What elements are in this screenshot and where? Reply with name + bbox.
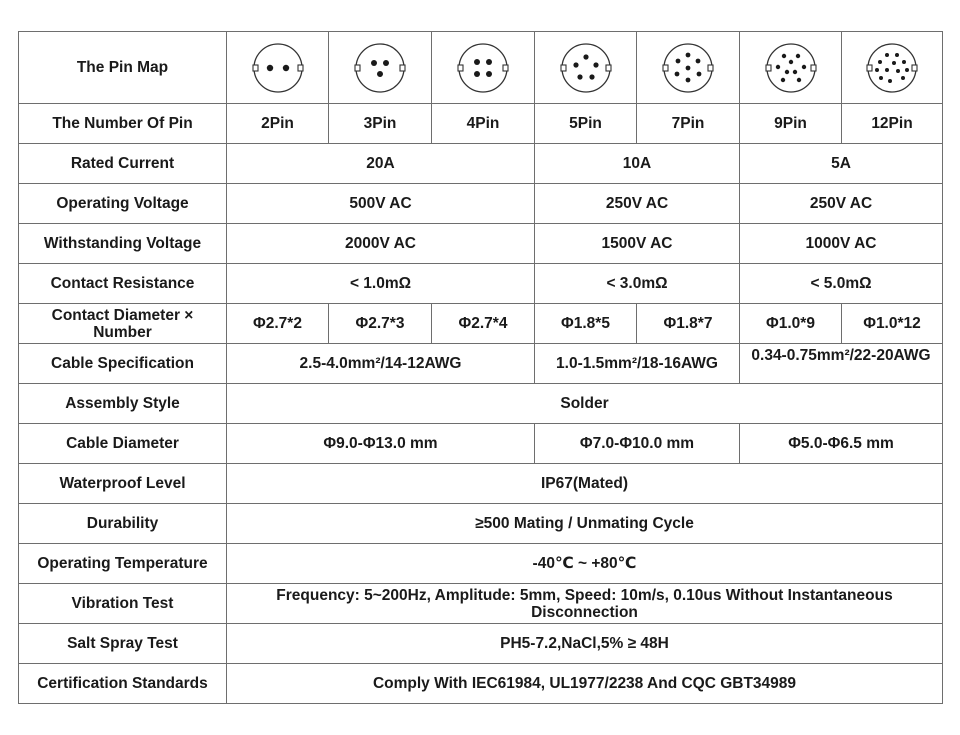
connector-pin-dot (784, 69, 788, 73)
label-contact-diameter (19, 304, 227, 344)
contact-diameter-cell: Φ2.7*4 (432, 304, 535, 344)
connector-key-notch (766, 65, 771, 71)
contact-diameter-cell: Φ2.7*2 (227, 304, 329, 344)
row-assembly-style (19, 384, 943, 424)
label-pin-number: The Number Of Pin (19, 104, 227, 144)
connector-pin-dot (697, 71, 702, 76)
row-pin-number (19, 104, 943, 144)
connector-pin-dot (686, 52, 691, 57)
row-rated-current (19, 144, 943, 184)
row-cable-diameter (19, 424, 943, 464)
connector-pin-dot (686, 65, 691, 70)
label-waterproof: Waterproof Level (19, 464, 227, 504)
connector-9pin-icon (763, 40, 819, 96)
connector-pin-dot (676, 58, 681, 63)
connector-pin-dot (896, 69, 900, 73)
salt-spray-cell: PH5-7.2,NaCl,5% ≥ 48H (227, 624, 943, 664)
connector-pin-dot (474, 71, 480, 77)
rated-current-cell: 20A (227, 144, 535, 184)
cable-diameter-cell: Φ5.0-Φ6.5 mm (740, 424, 943, 464)
pin-map-7pin (637, 32, 740, 104)
connector-key-notch (298, 65, 303, 71)
connector-pin-dot (888, 79, 892, 83)
connector-pin-dot (377, 71, 383, 77)
connector-key-notch (355, 65, 360, 71)
pin-map-4pin (432, 32, 535, 104)
connector-pin-dot (892, 61, 896, 65)
cable-spec-text: 0.34-0.75mm²/22-20AWG (751, 346, 931, 364)
pin-map-12pin (842, 32, 943, 104)
connector-5pin-icon (558, 40, 614, 96)
connector-key-notch (867, 65, 872, 71)
pin-map-5pin (535, 32, 637, 104)
operating-temp-cell: -40℃ ~ +80℃ (227, 544, 943, 584)
connector-pin-dot (781, 53, 785, 57)
contact-diameter-cell: Φ1.8*7 (637, 304, 740, 344)
operating-voltage-cell: 250V AC (740, 184, 943, 224)
connector-pin-dot (875, 68, 879, 72)
cable-spec-cell: 1.0-1.5mm²/18-16AWG (535, 344, 740, 384)
connector-pin-dot (486, 71, 492, 77)
connector-ring (356, 44, 404, 92)
label-contact-resistance: Contact Resistance (19, 264, 227, 304)
label-pin-map: The Pin Map (19, 32, 227, 104)
connector-ring (868, 44, 916, 92)
connector-key-notch (811, 65, 816, 71)
cable-diameter-cell: Φ9.0-Φ13.0 mm (227, 424, 535, 464)
connector-ring (767, 44, 815, 92)
connector-pin-dot (775, 64, 779, 68)
row-operating-voltage (19, 184, 943, 224)
connector-pin-dot (371, 60, 377, 66)
contact-resistance-cell: < 1.0mΩ (227, 264, 535, 304)
connector-key-notch (458, 65, 463, 71)
contact-resistance-cell: < 5.0mΩ (740, 264, 943, 304)
connector-4pin-icon (455, 40, 511, 96)
operating-voltage-cell: 500V AC (227, 184, 535, 224)
label-assembly-style: Assembly Style (19, 384, 227, 424)
connector-pin-dot (801, 64, 805, 68)
connector-pin-dot (593, 62, 598, 67)
connector-7pin-icon (660, 40, 716, 96)
connector-pin-dot (796, 77, 800, 81)
pin-number-cell: 4Pin (432, 104, 535, 144)
connector-ring (459, 44, 507, 92)
connector-pin-dot (583, 54, 588, 59)
row-salt-spray (19, 624, 943, 664)
connector-ring (254, 44, 302, 92)
label-cable-diameter: Cable Diameter (19, 424, 227, 464)
row-vibration (19, 584, 943, 624)
connector-key-notch (253, 65, 258, 71)
pin-number-cell: 12Pin (842, 104, 943, 144)
pin-map-3pin (329, 32, 432, 104)
connector-pin-dot (282, 64, 288, 70)
label-withstanding-voltage: Withstanding Voltage (19, 224, 227, 264)
label-contact-diameter-text: Contact Diameter × Number (51, 306, 194, 341)
durability-cell: ≥500 Mating / Unmating Cycle (227, 504, 943, 544)
connector-key-notch (561, 65, 566, 71)
withstanding-voltage-cell: 2000V AC (227, 224, 535, 264)
vibration-text: Frequency: 5~200Hz, Amplitude: 5mm, Speed: 10m/s, 0.10us Without Instantaneous Disconnection (276, 586, 893, 621)
label-rated-current: Rated Current (19, 144, 227, 184)
connector-pin-dot (795, 53, 799, 57)
label-durability: Durability (19, 504, 227, 544)
row-cable-spec (19, 344, 943, 384)
label-operating-temp: Operating Temperature (19, 544, 227, 584)
label-cable-spec: Cable Specification (19, 344, 227, 384)
connector-key-notch (708, 65, 713, 71)
contact-diameter-cell: Φ1.8*5 (535, 304, 637, 344)
withstanding-voltage-cell: 1000V AC (740, 224, 943, 264)
connector-pin-dot (901, 76, 905, 80)
connector-key-notch (663, 65, 668, 71)
connector-pin-dot (780, 77, 784, 81)
pin-number-cell: 5Pin (535, 104, 637, 144)
pin-number-cell: 7Pin (637, 104, 740, 144)
connector-ring (562, 44, 610, 92)
vibration-cell (227, 584, 943, 624)
connector-pin-dot (383, 60, 389, 66)
contact-resistance-cell: < 3.0mΩ (535, 264, 740, 304)
row-operating-temp (19, 544, 943, 584)
connector-key-notch (503, 65, 508, 71)
pin-map-9pin (740, 32, 842, 104)
connector-pin-dot (885, 68, 889, 72)
cable-spec-cell: 2.5-4.0mm²/14-12AWG (227, 344, 535, 384)
row-waterproof (19, 464, 943, 504)
connector-2pin-icon (250, 40, 306, 96)
pin-number-cell: 3Pin (329, 104, 432, 144)
connector-pin-dot (788, 59, 792, 63)
rated-current-cell: 10A (535, 144, 740, 184)
connector-pin-dot (895, 53, 899, 57)
connector-pin-dot (675, 71, 680, 76)
label-vibration: Vibration Test (19, 584, 227, 624)
waterproof-cell: IP67(Mated) (227, 464, 943, 504)
spec-table (18, 31, 943, 704)
connector-pin-dot (792, 69, 796, 73)
label-salt-spray: Salt Spray Test (19, 624, 227, 664)
certification-cell: Comply With IEC61984, UL1977/2238 And CQC GBT34989 (227, 664, 943, 704)
rated-current-cell: 5A (740, 144, 943, 184)
connector-pin-dot (266, 64, 272, 70)
connector-pin-dot (686, 77, 691, 82)
connector-pin-dot (589, 74, 594, 79)
pin-number-cell: 9Pin (740, 104, 842, 144)
label-certification: Certification Standards (19, 664, 227, 704)
connector-key-notch (400, 65, 405, 71)
cable-spec-cell (740, 344, 943, 384)
connector-key-notch (606, 65, 611, 71)
connector-pin-dot (878, 60, 882, 64)
connector-pin-dot (879, 76, 883, 80)
operating-voltage-cell: 250V AC (535, 184, 740, 224)
connector-12pin-icon (864, 40, 920, 96)
row-contact-diameter (19, 304, 943, 344)
connector-pin-dot (696, 58, 701, 63)
contact-diameter-cell: Φ2.7*3 (329, 304, 432, 344)
contact-diameter-cell: Φ1.0*12 (842, 304, 943, 344)
pin-map-2pin (227, 32, 329, 104)
connector-pin-dot (905, 68, 909, 72)
connector-pin-dot (885, 53, 889, 57)
connector-pin-dot (486, 59, 492, 65)
row-withstanding-voltage (19, 224, 943, 264)
row-certification (19, 664, 943, 704)
connector-pin-dot (573, 62, 578, 67)
contact-diameter-cell: Φ1.0*9 (740, 304, 842, 344)
row-durability (19, 504, 943, 544)
cable-diameter-cell: Φ7.0-Φ10.0 mm (535, 424, 740, 464)
connector-3pin-icon (352, 40, 408, 96)
connector-key-notch (912, 65, 917, 71)
label-operating-voltage: Operating Voltage (19, 184, 227, 224)
connector-pin-dot (902, 60, 906, 64)
connector-pin-dot (577, 74, 582, 79)
row-contact-resistance (19, 264, 943, 304)
connector-pin-dot (474, 59, 480, 65)
withstanding-voltage-cell: 1500V AC (535, 224, 740, 264)
pin-number-cell: 2Pin (227, 104, 329, 144)
assembly-style-cell: Solder (227, 384, 943, 424)
row-pin-map (19, 32, 943, 104)
